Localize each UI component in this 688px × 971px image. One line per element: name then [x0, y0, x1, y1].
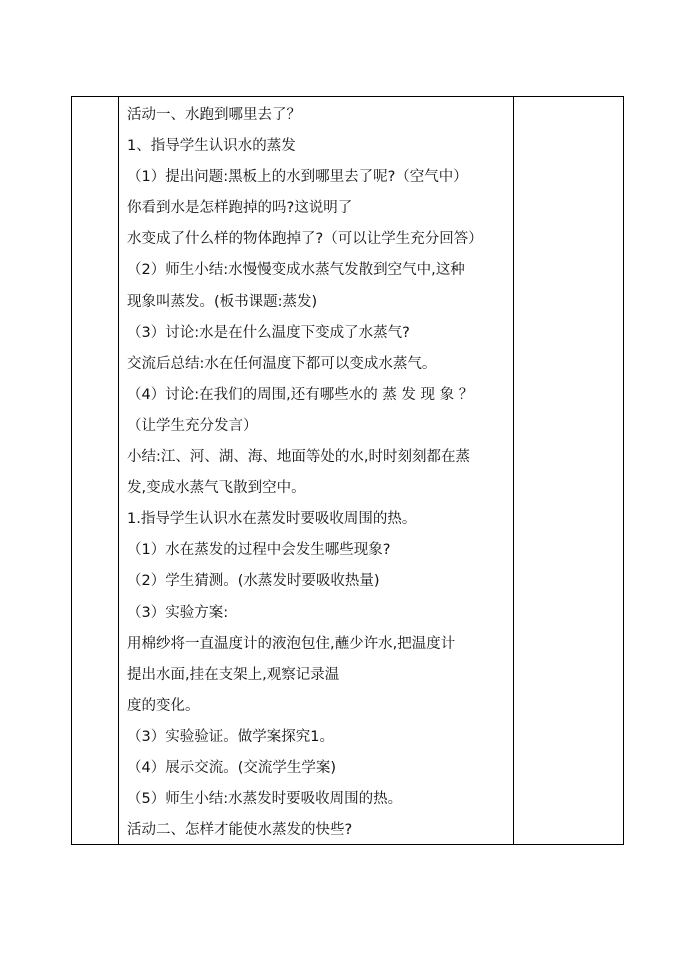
- activity-two-heading: 活动二、怎样才能使水蒸发的快些?: [127, 822, 353, 839]
- text-line: （2）师生小结:水慢慢变成水蒸气发散到空气中,这种: [127, 262, 465, 279]
- text-line: （让学生充分发言）: [127, 417, 258, 434]
- text-line: 发,变成水蒸气飞散到空中。: [127, 480, 306, 497]
- text-line: （4）展示交流。(交流学生学案): [127, 759, 337, 776]
- text-line: 用棉纱将一直温度计的液泡包住,蘸少许水,把温度计: [127, 635, 456, 652]
- text-line: 交流后总结:水在任何温度下都可以变成水蒸气。: [127, 355, 437, 372]
- text-line: （1）水在蒸发的过程中会发生哪些现象?: [127, 542, 391, 559]
- section-heading: 1、指导学生认识水的蒸发: [127, 138, 296, 155]
- text-line: （3）实验验证。做学案探究1。: [127, 728, 334, 745]
- text-line: 度的变化。: [127, 697, 200, 714]
- text-line: 你看到水是怎样跑掉的吗?这说明了: [127, 200, 353, 217]
- activity-one-heading: 活动一、水跑到哪里去了？: [127, 107, 301, 123]
- lesson-table: [71, 96, 624, 845]
- right-column-cell: [513, 97, 623, 844]
- text-line: （4）讨论:在我们的周围,还有哪些水的 蒸 发 现 象 ？: [127, 386, 474, 403]
- text-line: （3）实验方案:: [127, 604, 229, 621]
- text-line: 小结:江、河、湖、海、地面等处的水,时时刻刻都在蒸: [127, 449, 470, 466]
- content-column-cell: [119, 97, 515, 844]
- text-line: 现象叫蒸发。(板书课题:蒸发): [127, 293, 318, 310]
- text-line: （3）讨论:水是在什么温度下变成了水蒸气?: [127, 324, 410, 341]
- section-heading: 1.指导学生认识水在蒸发时要吸收周围的热。: [127, 511, 417, 528]
- text-line: （5）师生小结:水蒸发时要吸收周围的热。: [127, 791, 403, 808]
- left-column-cell: [72, 97, 119, 844]
- text-line: （1）提出问题:黑板上的水到哪里去了呢?（空气中）: [127, 169, 468, 186]
- text-line: 水变成了什么样的物体跑掉了?（可以让学生充分回答）: [127, 231, 483, 248]
- text-line: 提出水面,挂在支架上,观察记录温: [127, 666, 340, 683]
- text-line: （2）学生猜测。(水蒸发时要吸收热量): [127, 573, 380, 590]
